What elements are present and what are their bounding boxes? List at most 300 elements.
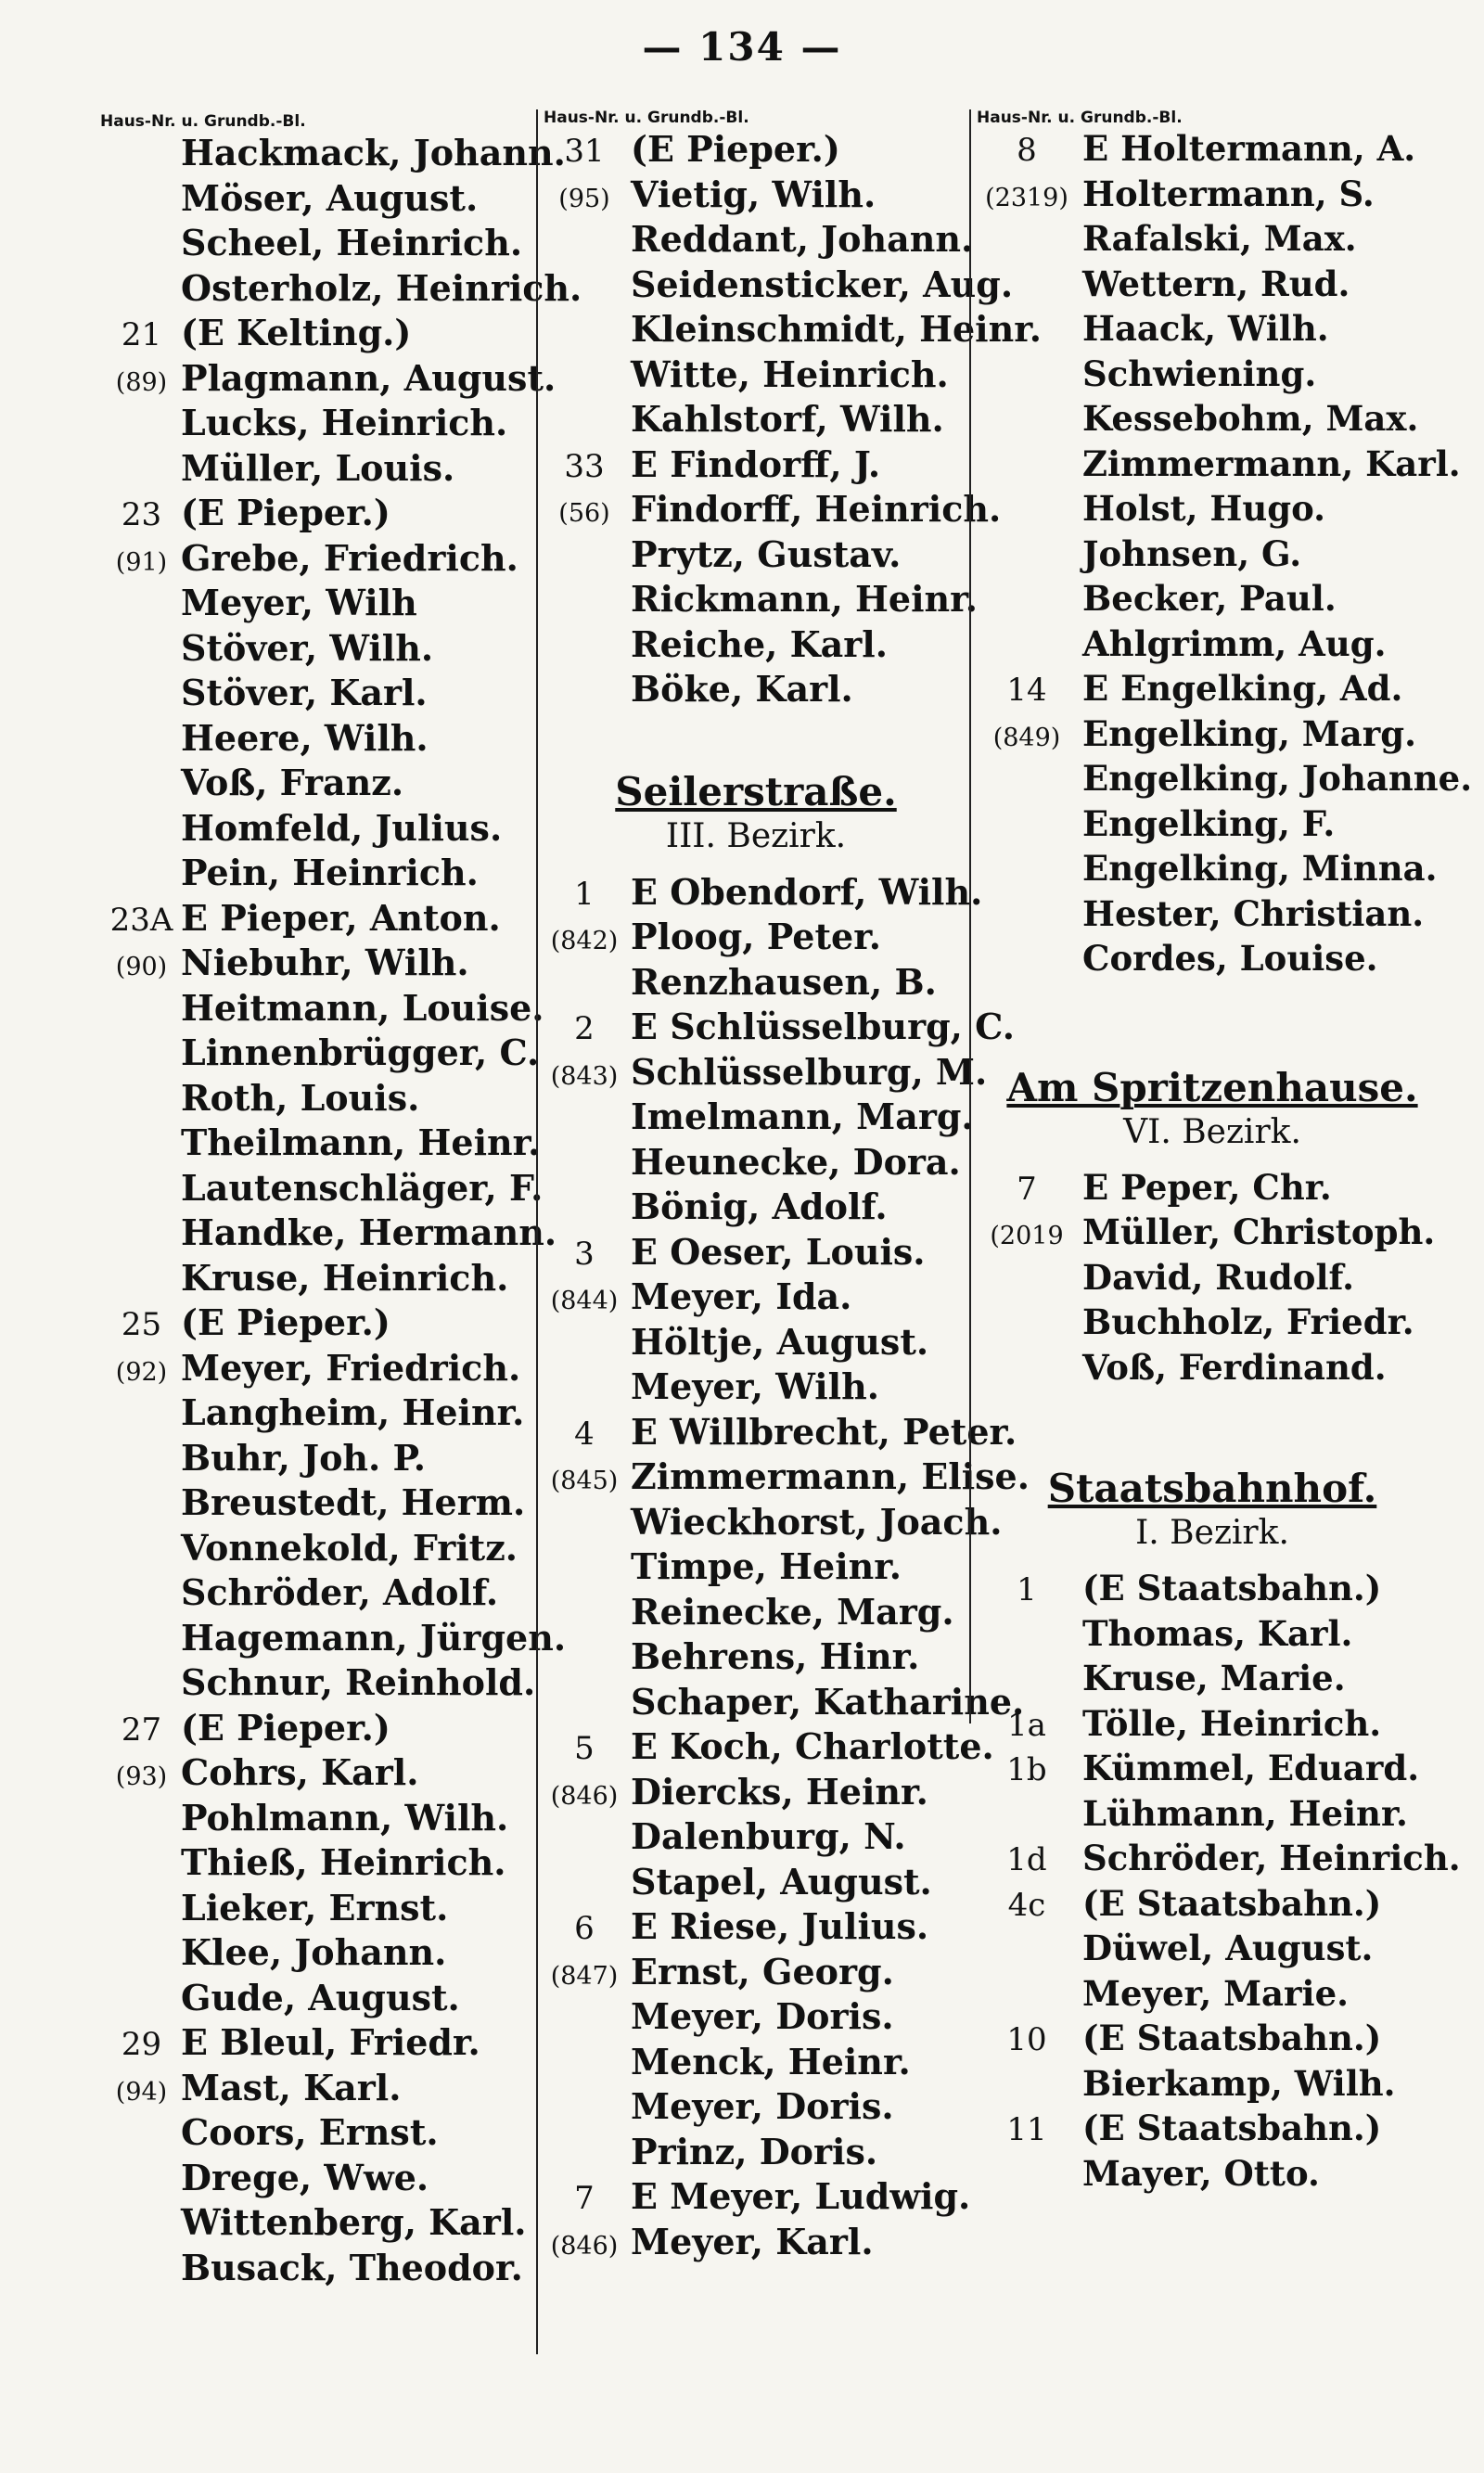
directory-entry (971, 533, 1453, 579)
directory-entry (102, 492, 529, 537)
directory-entry (538, 398, 974, 443)
directory-entry (971, 848, 1453, 893)
directory-entry (538, 488, 1002, 533)
resident-name: E Peper, Chr. (1082, 1166, 1332, 1208)
directory-entry (102, 537, 529, 583)
directory-entry (538, 353, 974, 399)
resident-name: Reinecke, Marg. (631, 1590, 954, 1633)
house-number: (56) (558, 499, 610, 528)
house-number: 1b (1006, 1751, 1047, 1788)
resident-name: Engelking, F. (1082, 802, 1336, 844)
resident-name: Heere, Wilh. (181, 716, 429, 759)
directory-entry (971, 353, 1453, 399)
resident-name: Thomas, Karl. (1082, 1612, 1353, 1654)
resident-name: Behrens, Hinr. (631, 1635, 920, 1677)
directory-entry (971, 218, 1453, 263)
directory-entry (102, 1797, 529, 1842)
house-number: (842) (550, 927, 619, 955)
directory-entry (102, 312, 529, 357)
house-number: (2319) (985, 183, 1068, 212)
directory-entry (971, 1301, 1453, 1347)
house-number: (844) (550, 1287, 619, 1315)
resident-name: Voß, Ferdinand. (1082, 1346, 1387, 1388)
resident-name: Schaper, Katharine. (631, 1680, 1025, 1723)
directory-entry (971, 442, 1461, 489)
directory-entry (538, 1861, 974, 1906)
house-number: 5 (574, 1730, 595, 1767)
directory-entry (102, 2201, 529, 2247)
house-number: (843) (550, 1061, 619, 1091)
directory-entry (971, 713, 1453, 759)
directory-entry (538, 916, 974, 961)
resident-name: Coors, Ernst. (181, 2111, 439, 2153)
directory-entry (102, 807, 529, 852)
directory-entry (102, 1257, 529, 1302)
resident-name: E Obendorf, Wilh. (631, 870, 983, 913)
directory-entry (102, 1211, 557, 1257)
directory-entry (102, 1887, 529, 1932)
directory-entry (538, 1771, 974, 1816)
resident-name: (E Pieper.) (181, 1706, 390, 1749)
house-number: (95) (558, 184, 610, 213)
house-number: 33 (564, 447, 605, 485)
resident-name: E Bleul, Friedr. (181, 2021, 480, 2063)
directory-entry (538, 668, 974, 713)
house-number: 14 (1006, 672, 1047, 709)
directory-entry (102, 1391, 529, 1437)
directory-entry (971, 263, 1453, 309)
directory-entry (971, 308, 1453, 353)
directory-entry (102, 1031, 540, 1077)
directory-entry (102, 1301, 529, 1347)
resident-name: Stöver, Karl. (181, 672, 428, 713)
resident-name: Stöver, Wilh. (181, 626, 434, 669)
resident-name: Schröder, Adolf. (181, 1571, 499, 1613)
resident-name: Lautenschläger, F. (181, 1166, 544, 1209)
resident-name: Meyer, Doris. (631, 2085, 894, 2127)
house-number: 27 (121, 1711, 162, 1749)
resident-name: Stapel, August. (631, 1860, 932, 1903)
resident-name: Meyer, Doris. (631, 1995, 894, 2037)
directory-entry (538, 1231, 974, 1276)
directory-entry (538, 1680, 1025, 1726)
directory-entry (971, 1167, 1453, 1212)
resident-name: Timpe, Heinr. (631, 1545, 902, 1587)
resident-name: Höltje, August. (631, 1320, 929, 1363)
directory-entry (102, 627, 529, 673)
resident-name: Drege, Wwe. (181, 2156, 429, 2198)
directory-entry (971, 1613, 1453, 1659)
house-number: (849) (992, 723, 1061, 752)
directory-entry (538, 2221, 974, 2266)
resident-name: Zimmermann, Karl. (1082, 442, 1461, 484)
resident-name: Rafalski, Max. (1082, 218, 1357, 259)
directory-entry (971, 1257, 1453, 1302)
resident-name: Müller, Louis. (181, 446, 455, 489)
resident-name: Holtermann, S. (1082, 173, 1375, 214)
page-number: — 134 — (642, 24, 842, 70)
street-heading: Staatsbahnhof. (1047, 1466, 1377, 1511)
resident-name: Diercks, Heinr. (631, 1770, 928, 1813)
directory-entry (538, 1410, 1017, 1456)
directory-entry (538, 173, 974, 219)
directory-entry (538, 1591, 974, 1636)
house-number: 23A (109, 901, 173, 939)
house-number: 1 (1017, 1571, 1037, 1608)
house-number: 1 (574, 875, 595, 913)
resident-name: Vietig, Wilh. (631, 173, 876, 215)
entry-list (971, 128, 1473, 983)
resident-name: David, Rudolf. (1082, 1256, 1354, 1298)
directory-entry (102, 1077, 529, 1122)
resident-name: Niebuhr, Wilh. (181, 942, 469, 983)
directory-entry (538, 1500, 1003, 1546)
directory-entry (102, 1166, 544, 1212)
directory-entry (971, 893, 1453, 939)
resident-name: E Willbrecht, Peter. (631, 1410, 1017, 1453)
resident-name: Lieker, Ernst. (181, 1886, 449, 1928)
directory-entry (971, 1347, 1453, 1392)
column-header: Haus-Nr. u. Grundb.-Bl. (977, 109, 1183, 127)
resident-name: Wettern, Rud. (1082, 263, 1350, 304)
directory-entry (102, 222, 529, 267)
directory-entry (538, 1050, 988, 1096)
directory-entry (102, 986, 544, 1032)
column-header: Haus-Nr. u. Grundb.-Bl. (100, 112, 306, 131)
directory-entry (102, 852, 529, 897)
directory-entry (538, 2085, 974, 2131)
house-number: (846) (550, 2231, 619, 2261)
resident-name: Theilmann, Heinr. (181, 1121, 541, 1163)
directory-entry (971, 173, 1453, 219)
resident-name: Mast, Karl. (181, 2066, 402, 2108)
directory-entry (102, 762, 529, 807)
directory-entry (102, 582, 529, 627)
house-number: 7 (574, 2180, 595, 2217)
resident-name: (E Pieper.) (181, 492, 390, 533)
directory-entry (102, 2157, 529, 2202)
resident-name: Düwel, August. (1082, 1928, 1374, 1968)
directory-entry (538, 1725, 994, 1771)
resident-name: Cohrs, Karl. (181, 1751, 419, 1793)
directory-entry (102, 1707, 529, 1752)
resident-name: Plagmann, August. (181, 356, 556, 399)
directory-entry (102, 897, 529, 942)
directory-entry (538, 2175, 974, 2221)
directory-entry (538, 2041, 974, 2086)
resident-name: Schröder, Heinrich. (1082, 1838, 1461, 1878)
house-number: (845) (550, 1467, 619, 1495)
resident-name: (E Kelting.) (181, 312, 412, 353)
resident-name: Roth, Louis. (181, 1076, 420, 1119)
directory-entry (538, 1995, 974, 2041)
resident-name: Homfeld, Julius. (181, 806, 503, 849)
resident-name: Engelking, Johanne. (1082, 758, 1473, 799)
directory-entry (102, 942, 529, 987)
resident-name: Möser, August. (181, 176, 479, 219)
resident-name: Zimmermann, Elise. (631, 1455, 1030, 1497)
directory-entry (102, 2247, 529, 2292)
house-number: 25 (121, 1306, 162, 1343)
resident-name: Schnur, Reinhold. (181, 1661, 536, 1703)
directory-entry (971, 398, 1453, 443)
house-number: (91) (115, 547, 168, 577)
house-number: 4 (574, 1415, 595, 1453)
resident-name: Kessebohm, Max. (1082, 398, 1419, 439)
house-number: 4c (1007, 1886, 1046, 1924)
directory-entry (538, 1905, 974, 1951)
directory-entry (102, 266, 582, 313)
resident-name: Engelking, Marg. (1082, 712, 1416, 754)
resident-name: E Engelking, Ad. (1082, 668, 1403, 709)
resident-name: Voß, Franz. (181, 762, 404, 803)
house-number: 23 (121, 496, 162, 533)
directory-entry (538, 1321, 974, 1366)
resident-name: Bierkamp, Wilh. (1082, 2062, 1396, 2104)
resident-name: E Koch, Charlotte. (631, 1725, 994, 1767)
entry-list (102, 132, 582, 2291)
street-heading: Am Spritzenhause. (1006, 1064, 1418, 1110)
resident-name: Dalenburg, N. (631, 1815, 906, 1857)
resident-name: Böke, Karl. (631, 668, 853, 710)
directory-entry (971, 1838, 1461, 1883)
resident-name: Heunecke, Dora. (631, 1140, 961, 1183)
directory-entry (538, 218, 974, 263)
house-number: (2019 (990, 1222, 1064, 1250)
resident-name: Osterholz, Heinrich. (181, 266, 582, 309)
directory-entry (971, 1973, 1453, 2018)
resident-name: Prytz, Gustav. (631, 532, 902, 575)
resident-name: Bönig, Adolf. (631, 1185, 888, 1227)
resident-name: Thieß, Heinrich. (181, 1841, 506, 1883)
resident-name: Pohlmann, Wilh. (181, 1796, 509, 1839)
directory-entry (102, 717, 529, 762)
resident-name: (E Pieper.) (181, 1301, 390, 1343)
resident-name: Ploog, Peter. (631, 916, 881, 957)
directory-entry (102, 1571, 529, 1617)
resident-name: Cordes, Louise. (1082, 938, 1378, 979)
directory-entry (102, 672, 529, 717)
resident-name: Meyer, Wilh. (631, 1365, 879, 1407)
directory-entry (971, 1748, 1453, 1793)
directory-entry (102, 447, 529, 493)
resident-name: Tölle, Heinrich. (1082, 1702, 1382, 1744)
resident-name: Renzhausen, B. (631, 960, 937, 1003)
directory-entry (538, 1545, 974, 1591)
directory-entry (538, 1006, 1015, 1051)
directory-entry (102, 356, 556, 403)
house-number: 31 (564, 133, 605, 170)
house-number: 11 (1006, 2111, 1047, 2148)
resident-name: (E Staatsbahn.) (1082, 2108, 1382, 2148)
house-number: (90) (115, 953, 168, 981)
directory-entry (971, 578, 1453, 623)
district-label: VI. Bezirk. (1123, 1112, 1301, 1151)
resident-name: Ahlgrimm, Aug. (1082, 622, 1387, 664)
resident-name: E Meyer, Ludwig. (631, 2175, 971, 2217)
resident-name: Seidensticker, Aug. (631, 263, 1014, 305)
resident-name: Mayer, Otto. (1082, 2152, 1320, 2194)
resident-name: Holst, Hugo. (1082, 488, 1326, 529)
directory-entry (538, 2131, 974, 2176)
resident-name: Breustedt, Herm. (181, 1481, 526, 1523)
directory-entry (971, 803, 1453, 849)
directory-entry (538, 578, 978, 623)
entry-list (971, 1568, 1461, 2198)
resident-name: Kümmel, Eduard. (1082, 1748, 1420, 1788)
resident-name: Kleinschmidt, Heinr. (631, 308, 1042, 350)
resident-name: E Pieper, Anton. (181, 896, 501, 939)
resident-name: Haack, Wilh. (1082, 308, 1329, 349)
house-number: (93) (115, 1762, 168, 1791)
resident-name: (E Staatsbahn.) (1082, 2018, 1382, 2058)
directory-entry (538, 1141, 974, 1186)
house-number: 2 (574, 1010, 595, 1047)
directory-entry (102, 1751, 529, 1797)
house-number: (846) (550, 1781, 619, 1811)
resident-name: Hester, Christian. (1082, 892, 1425, 934)
directory-entry (102, 1661, 536, 1707)
entry-list (971, 1167, 1453, 1392)
directory-entry (538, 128, 974, 173)
directory-entry (971, 1883, 1453, 1928)
resident-name: Gude, August. (181, 1976, 460, 2018)
directory-entry (538, 1365, 974, 1411)
directory-entry (102, 2111, 529, 2157)
directory-entry (971, 1703, 1453, 1749)
resident-name: Meyer, Marie. (1082, 1972, 1350, 2014)
resident-name: E Findorff, J. (631, 442, 881, 485)
directory-entry (538, 961, 974, 1006)
directory-entry (102, 1616, 567, 1662)
directory-entry (538, 308, 1042, 353)
resident-name: Heitmann, Louise. (181, 986, 544, 1029)
house-number: 3 (574, 1235, 595, 1273)
directory-entry (102, 1437, 529, 1482)
resident-name: Menck, Heinr. (631, 2040, 911, 2082)
directory-entry (538, 1096, 974, 1141)
resident-name: E Schlüsselburg, C. (631, 1006, 1015, 1047)
directory-entry (102, 132, 566, 177)
resident-name: Meyer, Ida. (631, 1275, 852, 1317)
directory-entry (102, 2021, 529, 2067)
resident-name: Meyer, Friedrich. (181, 1346, 521, 1389)
resident-name: Schlüsselburg, M. (631, 1050, 988, 1093)
directory-entry (538, 443, 974, 489)
house-number: 1a (1007, 1706, 1046, 1744)
resident-name: Buhr, Joh. P. (181, 1436, 427, 1479)
resident-name: Lucks, Heinrich. (181, 402, 508, 443)
resident-name: Becker, Paul. (1082, 578, 1337, 619)
resident-name: Engelking, Minna. (1082, 848, 1438, 889)
resident-name: E Riese, Julius. (631, 1905, 929, 1947)
resident-name: Vonnekold, Fritz. (181, 1526, 518, 1569)
resident-name: Wieckhorst, Joach. (631, 1500, 1003, 1543)
resident-name: Lühmann, Heinr. (1082, 1792, 1408, 1834)
resident-name: (E Staatsbahn.) (1082, 1882, 1382, 1924)
resident-name: Findorff, Heinrich. (631, 488, 1002, 530)
resident-name: Reiche, Karl. (631, 622, 888, 665)
resident-name: Klee, Johann. (181, 1931, 447, 1973)
resident-name: Handke, Hermann. (181, 1211, 557, 1253)
directory-entry (102, 1481, 529, 1527)
directory-entry (102, 177, 529, 223)
directory-entry (102, 1527, 529, 1572)
directory-entry (971, 1568, 1453, 1613)
directory-entry (971, 2153, 1453, 2198)
directory-entry (971, 2018, 1453, 2063)
directory-entry (538, 1455, 1030, 1501)
resident-name: Scheel, Heinrich. (181, 222, 523, 263)
resident-name: Linnenbrügger, C. (181, 1031, 540, 1073)
house-number: (94) (115, 2077, 168, 2107)
column-3 (969, 109, 1473, 2194)
directory-entry (538, 533, 974, 579)
resident-name: Busack, Theodor. (181, 2246, 523, 2288)
directory-entry (538, 263, 1014, 309)
directory-entry (971, 668, 1453, 713)
column-header: Haus-Nr. u. Grundb.-Bl. (544, 109, 749, 127)
house-number: 1d (1006, 1841, 1047, 1878)
house-number: (847) (550, 1961, 619, 1991)
resident-name: Wittenberg, Karl. (181, 2201, 527, 2243)
resident-name: Hagemann, Jürgen. (181, 1616, 567, 1659)
directory-entry (102, 402, 529, 447)
directory-entry (102, 1977, 529, 2022)
resident-name: Kruse, Heinrich. (181, 1256, 509, 1299)
directory-entry (538, 623, 974, 669)
resident-name: Rickmann, Heinr. (631, 578, 978, 620)
directory-entry (971, 2063, 1453, 2108)
house-number: 29 (121, 2026, 162, 2063)
resident-name: Johnsen, G. (1082, 532, 1302, 574)
house-number: (89) (115, 367, 168, 397)
column-1 (100, 112, 582, 2291)
resident-name: Grebe, Friedrich. (181, 536, 518, 579)
directory-entry (971, 623, 1453, 669)
directory-entry (971, 1793, 1453, 1839)
street-heading: Seilerstraße. (615, 768, 897, 814)
resident-name: (E Pieper.) (631, 128, 840, 170)
resident-name: Hackmack, Johann. (181, 132, 566, 173)
resident-name: Prinz, Doris. (631, 2130, 878, 2172)
resident-name: E Holtermann, A. (1082, 128, 1416, 169)
resident-name: Imelmann, Marg. (631, 1096, 974, 1137)
resident-name: Ernst, Georg. (631, 1950, 894, 1992)
house-number: 8 (1017, 132, 1037, 169)
directory-entry (971, 1658, 1453, 1703)
resident-name: (E Staatsbahn.) (1082, 1568, 1382, 1608)
resident-name: Pein, Heinrich. (181, 852, 479, 893)
resident-name: Kruse, Marie. (1082, 1658, 1346, 1698)
directory-entry (971, 758, 1473, 803)
directory-entry (102, 1841, 529, 1887)
resident-name: Witte, Heinrich. (631, 352, 949, 395)
resident-name: Schwiening. (1082, 352, 1317, 394)
resident-name: Meyer, Wilh (181, 582, 417, 623)
directory-entry (971, 1928, 1453, 1973)
resident-name: Müller, Christoph. (1082, 1211, 1436, 1252)
directory-entry (971, 488, 1453, 533)
directory-entry (102, 2067, 529, 2112)
resident-name: E Oeser, Louis. (631, 1230, 926, 1273)
directory-entry (538, 1275, 974, 1321)
resident-name: Reddant, Johann. (631, 218, 974, 260)
resident-name: Buchholz, Friedr. (1082, 1301, 1414, 1342)
district-label: III. Bezirk. (665, 816, 847, 855)
directory-entry (102, 1347, 529, 1392)
directory-entry (538, 1185, 974, 1231)
